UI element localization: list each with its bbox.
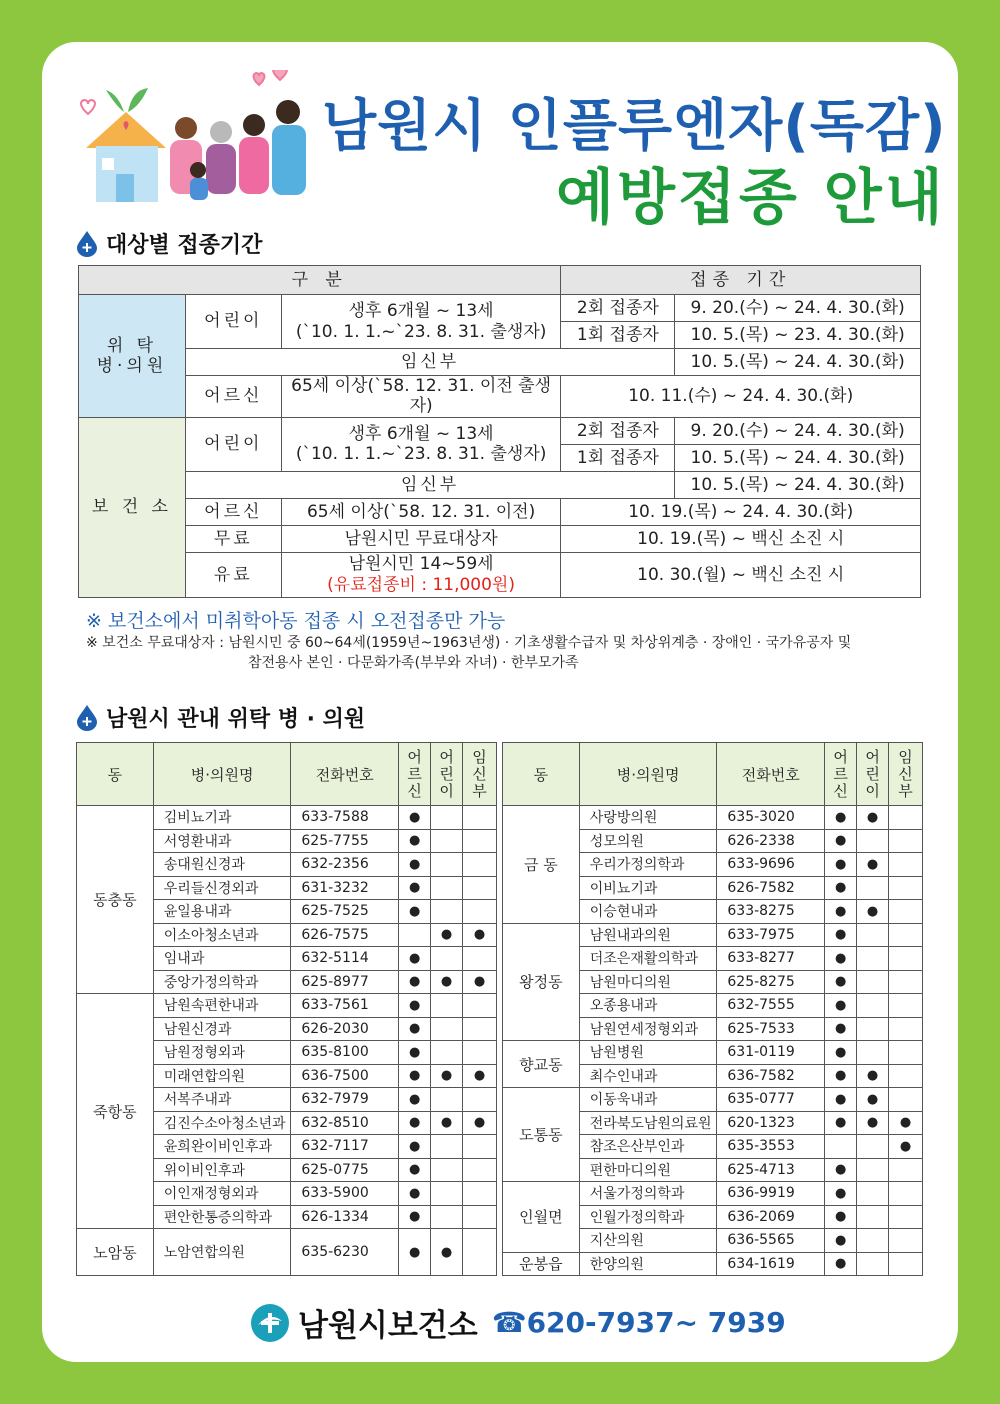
mark-child [431,1017,463,1041]
period-value: 9. 20.(수) ~ 24. 4. 30.(화) [675,295,921,322]
mark-pregnant: ● [463,923,497,947]
dong-cell: 동충동 [77,806,154,994]
two-dose-label: 2회 접종자 [561,417,675,444]
mark-pregnant [889,1017,923,1041]
header-dong: 동 [77,743,154,806]
clinic-header-row [503,743,923,806]
clinic-name: 최수인내과 [579,1064,717,1088]
mark-child [431,806,463,830]
clinic-phone: 635-8100 [291,1041,399,1065]
mark-pregnant: ● [463,970,497,994]
mark-senior: ● [825,1205,857,1229]
clinic-name: 이소아청소년과 [153,923,291,947]
header-senior [399,743,431,806]
mark-senior: ● [399,829,431,853]
clinic-phone: 631-3232 [291,876,399,900]
health-center-logo-icon [250,1303,290,1343]
table-row [503,1182,923,1206]
clinic-name: 한양의원 [579,1252,717,1276]
clinic-name: 남원연세정형외과 [579,1017,717,1041]
clinic-phone: 626-2338 [717,829,825,853]
clinic-name: 성모의원 [579,829,717,853]
clinic-phone: 625-8275 [717,970,825,994]
clinic-phone: 636-5565 [717,1229,825,1253]
mark-senior: ● [825,829,857,853]
mark-senior: ● [399,1229,431,1276]
mark-senior: ● [825,994,857,1018]
clinic-phone: 633-5900 [291,1182,399,1206]
header-child [431,743,463,806]
mark-child [857,876,889,900]
clinic-phone: 633-7588 [291,806,399,830]
free-desc: 남원시민 무료대상자 [281,525,561,552]
mark-pregnant [889,1088,923,1112]
section-heading-text: 남원시 관내 위탁 병 · 의원 [106,707,366,732]
senior-label: 어르신 [185,498,281,525]
paid-desc-cell [281,552,561,597]
mark-pregnant [889,853,923,877]
clinic-name: 송대원신경과 [153,853,291,877]
mark-child: ● [431,1229,463,1276]
mark-senior: ● [825,876,857,900]
pregnant-label: 임신부 [185,349,674,376]
mark-senior: ● [399,806,431,830]
table-row [77,994,497,1018]
paid-desc: 남원시민 14~59세 [348,554,494,575]
mark-pregnant [463,1158,497,1182]
senior-desc: 65세 이상(`58. 12. 31. 이전) [281,498,561,525]
clinic-name: 이동욱내과 [579,1088,717,1112]
clinic-phone: 635-0777 [717,1088,825,1112]
mark-senior: ● [399,876,431,900]
period-value: 10. 5.(목) ~ 24. 4. 30.(화) [675,471,921,498]
mark-senior: ● [399,1111,431,1135]
house-icon [86,88,166,202]
mark-child [857,994,889,1018]
header-phone: 전화번호 [291,743,399,806]
mark-senior: ● [399,970,431,994]
clinic-name: 노암연합의원 [153,1229,291,1276]
mark-senior: ● [825,1017,857,1041]
clinic-name: 김진수소아청소년과 [153,1111,291,1135]
header-period: 접종 기간 [561,266,921,295]
mark-senior: ● [825,1088,857,1112]
mark-senior [399,923,431,947]
clinic-name: 전라북도남원의료원 [579,1111,717,1135]
header-child-label: 어린이 [439,747,454,800]
mark-pregnant [889,1064,923,1088]
clinic-header-row [77,743,497,806]
header-child-label: 어린이 [865,747,880,800]
mark-pregnant: ● [889,1111,923,1135]
clinic-phone: 620-1323 [717,1111,825,1135]
clinic-phone: 626-2030 [291,1017,399,1041]
mark-pregnant [889,829,923,853]
clinic-phone: 625-7525 [291,900,399,924]
footer-org-name: 남원시보건소 [298,1308,478,1344]
mark-pregnant [889,876,923,900]
period-value: 10. 5.(목) ~ 24. 4. 30.(화) [675,349,921,376]
mark-child [857,947,889,971]
clinic-phone: 633-9696 [717,853,825,877]
clinic-name: 편안한통증의학과 [153,1205,291,1229]
child-age: 생후 6개월 ~ 13세 [348,423,494,444]
dong-cell: 죽항동 [77,994,154,1229]
group-consign: 위 탁 병·의원 [79,295,186,418]
mark-pregnant [889,1182,923,1206]
mark-senior: ● [399,994,431,1018]
mark-child [857,1041,889,1065]
free-target-note [86,633,851,673]
mark-pregnant: ● [463,1111,497,1135]
child-age-cell [281,417,561,471]
mark-pregnant [889,1229,923,1253]
clinic-phone: 636-2069 [717,1205,825,1229]
mark-pregnant [463,1205,497,1229]
mark-senior: ● [825,1182,857,1206]
mark-pregnant [889,1041,923,1065]
mark-child: ● [857,853,889,877]
footer [250,1300,786,1345]
header-senior-label: 어르신 [407,747,422,800]
clinic-name: 이비뇨기과 [579,876,717,900]
mark-senior: ● [399,1135,431,1159]
mark-child: ● [857,1064,889,1088]
mark-senior: ● [825,1252,857,1276]
mark-child: ● [857,806,889,830]
clinic-phone: 625-7533 [717,1017,825,1041]
child-label: 어린이 [185,295,281,349]
clinic-phone: 633-7975 [717,923,825,947]
mark-senior: ● [825,1111,857,1135]
mark-pregnant [889,1205,923,1229]
group-health-center: 보 건 소 [79,417,186,597]
header-category: 구 분 [79,266,561,295]
pregnant-label: 임신부 [185,471,674,498]
section-heading-schedule [76,228,262,259]
mark-pregnant [463,876,497,900]
mark-pregnant [463,994,497,1018]
clinic-phone: 632-7555 [717,994,825,1018]
clinic-name: 지산의원 [579,1229,717,1253]
mark-senior: ● [399,1158,431,1182]
clinic-phone: 632-2356 [291,853,399,877]
clinic-name: 남원마디의원 [579,970,717,994]
senior-label: 어르신 [185,376,281,418]
period-value: 10. 30.(월) ~ 백신 소진 시 [561,552,921,597]
dong-cell: 왕정동 [503,923,580,1041]
mark-child [431,853,463,877]
mark-child: ● [857,900,889,924]
clinic-phone: 626-7575 [291,923,399,947]
mark-child [431,1088,463,1112]
page-title-line1: 남원시 인플루엔자(독감) [322,94,947,159]
mark-senior: ● [825,970,857,994]
mark-pregnant [463,1229,497,1276]
mark-senior: ● [399,1041,431,1065]
table-row [503,1088,923,1112]
mark-senior: ● [399,947,431,971]
mark-child [857,1182,889,1206]
mark-pregnant: ● [889,1135,923,1159]
header-child [857,743,889,806]
dong-cell: 인월면 [503,1182,580,1253]
mark-child [431,1158,463,1182]
clinic-phone: 636-9919 [717,1182,825,1206]
schedule-table [78,265,921,598]
child-birth: (`10. 1. 1.~`23. 8. 31. 출생자) [295,321,547,342]
clinic-name: 서울가정의학과 [579,1182,717,1206]
clinic-name: 사랑방의원 [579,806,717,830]
footer-phone: ☎620-7937~ 7939 [491,1306,786,1339]
mark-child [431,1182,463,1206]
mark-senior: ● [825,1064,857,1088]
mark-senior: ● [399,1088,431,1112]
clinic-phone: 633-8275 [717,900,825,924]
clinic-name: 미래연합의원 [153,1064,291,1088]
mark-child: ● [857,1111,889,1135]
clinic-name: 우리들신경외과 [153,876,291,900]
period-value: 9. 20.(수) ~ 24. 4. 30.(화) [675,417,921,444]
header-phone: 전화번호 [717,743,825,806]
clinic-name: 윤일용내과 [153,900,291,924]
family-house-illustration [76,70,316,210]
child-label: 어린이 [185,417,281,471]
mark-pregnant [463,1088,497,1112]
clinic-name: 윤희완이비인후과 [153,1135,291,1159]
header-clinic: 병·의원명 [579,743,717,806]
mark-pregnant [889,994,923,1018]
child-birth: (`10. 1. 1.~`23. 8. 31. 출생자) [295,444,547,465]
mark-pregnant [463,1041,497,1065]
dong-cell: 운봉읍 [503,1252,580,1276]
dong-cell: 금 동 [503,806,580,924]
clinic-phone: 634-1619 [717,1252,825,1276]
paid-label: 유료 [185,552,281,597]
clinic-phone: 626-1334 [291,1205,399,1229]
mark-pregnant [463,853,497,877]
mark-child [857,923,889,947]
drop-plus-icon [76,705,98,731]
clinic-name: 서영환내과 [153,829,291,853]
mark-child [431,994,463,1018]
clinic-phone: 632-7117 [291,1135,399,1159]
mark-senior: ● [825,806,857,830]
mark-senior: ● [825,923,857,947]
mark-child: ● [431,1064,463,1088]
mark-child [857,1158,889,1182]
table-row [503,806,923,830]
clinic-phone: 635-6230 [291,1229,399,1276]
mark-child [431,1135,463,1159]
period-value: 10. 5.(목) ~ 23. 4. 30.(화) [675,322,921,349]
clinic-name: 서복주내과 [153,1088,291,1112]
clinic-name: 남원속편한내과 [153,994,291,1018]
table-row [77,806,497,830]
table-row [503,1252,923,1276]
clinic-phone: 632-7979 [291,1088,399,1112]
mark-pregnant [889,923,923,947]
section-heading-text: 대상별 접종기간 [106,233,263,258]
clinic-name: 인월가정의학과 [579,1205,717,1229]
header-dong: 동 [503,743,580,806]
header-pregnant [889,743,923,806]
senior-desc: 65세 이상(`58. 12. 31. 이전 출생자) [281,376,561,418]
period-value: 10. 19.(목) ~ 백신 소진 시 [561,525,921,552]
mark-pregnant [463,1017,497,1041]
mark-pregnant [889,947,923,971]
clinic-name: 중앙가정의학과 [153,970,291,994]
table-header-row [79,266,921,295]
mark-senior: ● [399,1064,431,1088]
clinic-table-right [502,742,923,1276]
table-row [503,923,923,947]
mark-child: ● [857,1088,889,1112]
dong-cell: 도통동 [503,1088,580,1182]
mark-child: ● [431,1111,463,1135]
mark-senior: ● [399,900,431,924]
period-value: 10. 19.(목) ~ 24. 4. 30.(화) [561,498,921,525]
mark-child [857,1017,889,1041]
mark-child [431,1205,463,1229]
header-senior [825,743,857,806]
drop-plus-icon [76,231,98,257]
clinic-phone: 633-8277 [717,947,825,971]
mark-child [431,1041,463,1065]
table-row [77,1229,497,1276]
one-dose-label: 1회 접종자 [561,322,675,349]
clinic-name: 편한마디의원 [579,1158,717,1182]
header-senior-label: 어르신 [833,747,848,800]
mark-senior: ● [399,1017,431,1041]
mark-pregnant [463,1182,497,1206]
clinic-phone: 631-0119 [717,1041,825,1065]
mark-child [857,1252,889,1276]
mark-senior: ● [399,1182,431,1206]
clinic-phone: 635-3020 [717,806,825,830]
period-value: 10. 5.(목) ~ 24. 4. 30.(화) [675,444,921,471]
clinic-phone: 632-5114 [291,947,399,971]
table-row [503,1041,923,1065]
one-dose-label: 1회 접종자 [561,444,675,471]
header-pregnant [463,743,497,806]
mark-pregnant [463,900,497,924]
page-title-line2: 예방접종 안내 [556,163,946,233]
clinic-phone: 625-0775 [291,1158,399,1182]
mark-senior: ● [399,1205,431,1229]
mark-child [431,829,463,853]
mark-child [431,876,463,900]
mark-pregnant: ● [463,1064,497,1088]
mark-child: ● [431,923,463,947]
mark-pregnant [889,900,923,924]
mark-senior: ● [825,853,857,877]
mark-senior [825,1135,857,1159]
mark-senior: ● [825,1041,857,1065]
period-value: 10. 11.(수) ~ 24. 4. 30.(화) [561,376,921,418]
free-target-note-line2: 참전용사 본인 · 다문화가족(부부와 자녀) · 한부모가족 [248,655,579,671]
header-pregnant-label: 임신부 [898,747,913,800]
clinic-table-left [76,742,497,1276]
clinic-name: 위이비인후과 [153,1158,291,1182]
section-heading-clinics [76,702,365,733]
mark-pregnant [463,947,497,971]
clinic-phone: 625-8977 [291,970,399,994]
mark-child [431,900,463,924]
morning-only-note: ※ 보건소에서 미취학아동 접종 시 오전접종만 가능 [86,610,506,632]
mark-child [857,1135,889,1159]
clinic-phone: 636-7500 [291,1064,399,1088]
mark-senior: ● [825,1158,857,1182]
two-dose-label: 2회 접종자 [561,295,675,322]
hearts-icon [81,70,287,114]
mark-child [857,1229,889,1253]
clinic-name: 남원내과의원 [579,923,717,947]
clinic-phone: 633-7561 [291,994,399,1018]
clinic-name: 참조은산부인과 [579,1135,717,1159]
clinic-phone: 626-7582 [717,876,825,900]
mark-senior: ● [825,1229,857,1253]
dong-cell: 향교동 [503,1041,580,1088]
header-clinic: 병·의원명 [153,743,291,806]
clinic-phone: 632-8510 [291,1111,399,1135]
child-age: 생후 6개월 ~ 13세 [348,301,494,322]
mark-pregnant [889,806,923,830]
clinic-name: 남원병원 [579,1041,717,1065]
clinic-phone: 625-7755 [291,829,399,853]
family-icon [170,100,306,200]
mark-child [431,947,463,971]
mark-pregnant [463,829,497,853]
free-target-note-line1: ※ 보건소 무료대상자 : 남원시민 중 60~64세(1959년~1963년생) · 기초생활수급자 및 차상위계층 · 장애인 · 국가유공자 및 [86,635,852,651]
clinic-name: 더조은재활의학과 [579,947,717,971]
clinic-name: 남원신경과 [153,1017,291,1041]
clinic-phone: 625-4713 [717,1158,825,1182]
mark-child: ● [431,970,463,994]
mark-pregnant [463,1135,497,1159]
free-label: 무료 [185,525,281,552]
mark-pregnant [889,970,923,994]
mark-child [857,970,889,994]
mark-senior: ● [399,853,431,877]
clinic-name: 이인재정형외과 [153,1182,291,1206]
mark-pregnant [889,1252,923,1276]
header-pregnant-label: 임신부 [472,747,487,800]
dong-cell: 노암동 [77,1229,154,1276]
mark-pregnant [889,1158,923,1182]
mark-senior: ● [825,947,857,971]
mark-child [857,1205,889,1229]
clinic-name: 김비뇨기과 [153,806,291,830]
mark-senior: ● [825,900,857,924]
clinic-name: 우리가정의학과 [579,853,717,877]
child-age-cell [281,295,561,349]
mark-pregnant [463,806,497,830]
clinic-name: 임내과 [153,947,291,971]
clinic-phone: 636-7582 [717,1064,825,1088]
clinic-phone: 635-3553 [717,1135,825,1159]
mark-child [857,829,889,853]
clinic-name: 오종용내과 [579,994,717,1018]
clinic-name: 이승현내과 [579,900,717,924]
clinic-name: 남원정형외과 [153,1041,291,1065]
paid-fee: (유료접종비 : 11,000원) [327,574,515,595]
